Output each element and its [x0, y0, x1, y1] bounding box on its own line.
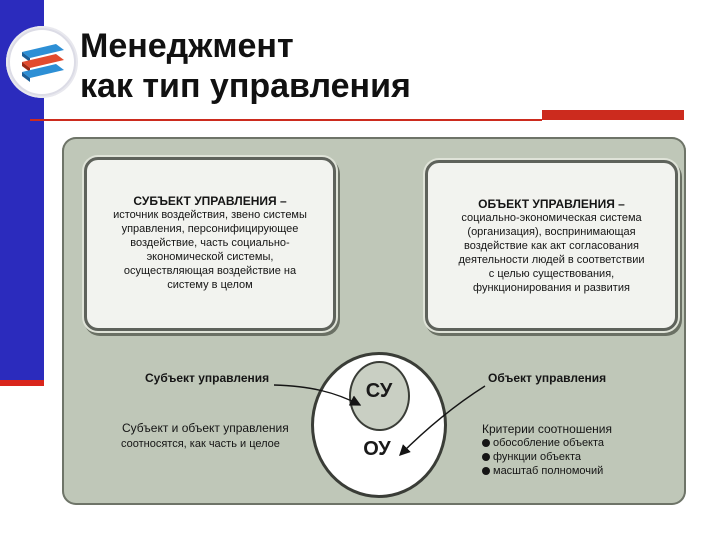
bullet-icon — [482, 467, 490, 475]
subject-label: Субъект управления — [145, 371, 270, 385]
object-card-line: воздействие как акт согласования — [464, 240, 639, 252]
subject-card-line: экономической системы, — [146, 251, 274, 263]
criteria-item-label: функции объекта — [493, 451, 581, 463]
relation-label-line2: соотносятся, как часть и целое — [121, 438, 280, 450]
subject-arrow — [274, 385, 360, 405]
subject-card-line: источник воздействия, звено системы — [113, 209, 307, 221]
object-label: Объект управления — [488, 371, 607, 385]
object-card-line: (организация), воспринимающая — [467, 226, 636, 238]
title-line-2: как тип управления — [80, 67, 411, 105]
title-line-1: Менеджмент — [80, 27, 294, 65]
subject-card-line: осуществляющая воздействие на — [123, 265, 297, 277]
subject-card-line: управления, персонифицирующее — [121, 223, 299, 235]
subject-circle-label: СУ — [365, 380, 393, 402]
criteria-item-label: обособление объекта — [493, 437, 605, 449]
subject-card-line: воздействие, часть социально- — [130, 237, 290, 249]
list-item — [482, 464, 612, 478]
object-card-line: деятельности людей в соответствии — [458, 254, 645, 266]
list-item — [482, 436, 612, 450]
criteria-list — [482, 422, 612, 478]
subject-card-title: СУБЪЕКТ УПРАВЛЕНИЯ – — [133, 194, 287, 208]
object-card-title: ОБЪЕКТ УПРАВЛЕНИЯ – — [478, 197, 625, 211]
subject-card-line: систему в целом — [167, 279, 253, 291]
object-circle-label: ОУ — [363, 438, 391, 460]
criteria-item-label: масштаб полномочий — [493, 465, 604, 477]
object-card-line: функционирования и развития — [473, 282, 630, 294]
object-arrow — [400, 386, 485, 455]
object-card-line: с целью существования, — [488, 268, 615, 280]
bullet-icon — [482, 453, 490, 461]
bullet-icon — [482, 439, 490, 447]
relation-label-line1: Субъект и объект управления — [122, 421, 289, 435]
object-card-line: социально-экономическая система — [461, 212, 642, 224]
criteria-heading: Критерии соотношения — [482, 422, 612, 436]
list-item — [482, 450, 612, 464]
